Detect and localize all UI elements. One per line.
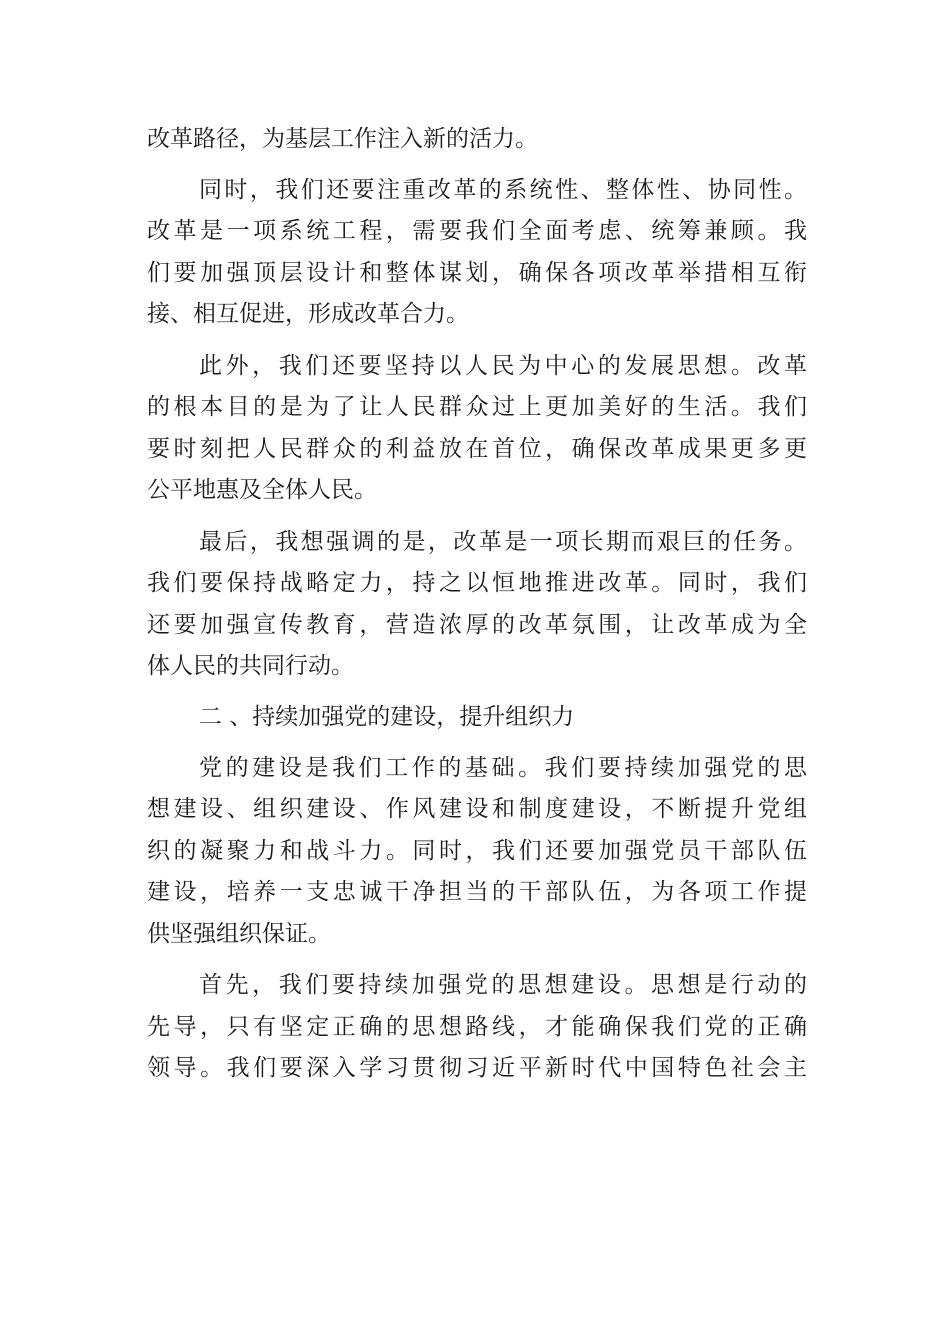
text-line: 党的建设是我们工作的基础。我们要持续加强党的思 (199, 755, 807, 781)
text-line: 要时刻把人民群众的利益放在首位，确保改革成果更多更 (147, 436, 807, 462)
text-line: 想建设、组织建设、作风建设和制度建设，不断提升党组 (147, 796, 807, 822)
text-line: 供坚强组织保证。 (147, 921, 331, 947)
text-line: 的根本目的是为了让人民群众过上更加美好的生活。我们 (147, 394, 807, 420)
text-line: 还要加强宣传教育，营造浓厚的改革氛围，让改革成为全 (147, 612, 807, 638)
text-line: 织的凝聚力和战斗力。同时，我们还要加强党员干部队伍 (147, 838, 807, 864)
text-line: 公平地惠及全体人民。 (147, 477, 377, 503)
text-line: 建设，培养一支忠诚干净担当的干部队伍，为各项工作提 (147, 879, 807, 905)
text-line: 首先，我们要持续加强党的思想建设。思想是行动的 (199, 972, 807, 998)
text-line: 先导，只有坚定正确的思想路线，才能确保我们党的正确 (147, 1014, 807, 1040)
text-line: 接、相互促进，形成改革合力。 (147, 301, 469, 327)
text-line: 改革是一项系统工程，需要我们全面考虑、统筹兼顾。我 (147, 218, 807, 244)
text-line: 我们要保持战略定力，持之以恒地推进改革。同时，我们 (147, 570, 807, 596)
text-line: 领导。我们要深入学习贯彻习近平新时代中国特色社会主 (147, 1055, 807, 1081)
text-line: 同时，我们还要注重改革的系统性、整体性、协同性。 (199, 177, 807, 203)
text-line: 此外，我们还要坚持以人民为中心的发展思想。改革 (199, 353, 807, 379)
section-heading: 二 、持续加强党的建设，提升组织力 (199, 704, 575, 730)
text-line: 改革路径，为基层工作注入新的活力。 (147, 126, 538, 152)
text-line: 体人民的共同行动。 (147, 653, 354, 679)
text-line: 们要加强顶层设计和整体谋划，确保各项改革举措相互衔 (147, 260, 807, 286)
text-line: 最后，我想强调的是，改革是一项长期而艰巨的任务。 (199, 529, 807, 555)
